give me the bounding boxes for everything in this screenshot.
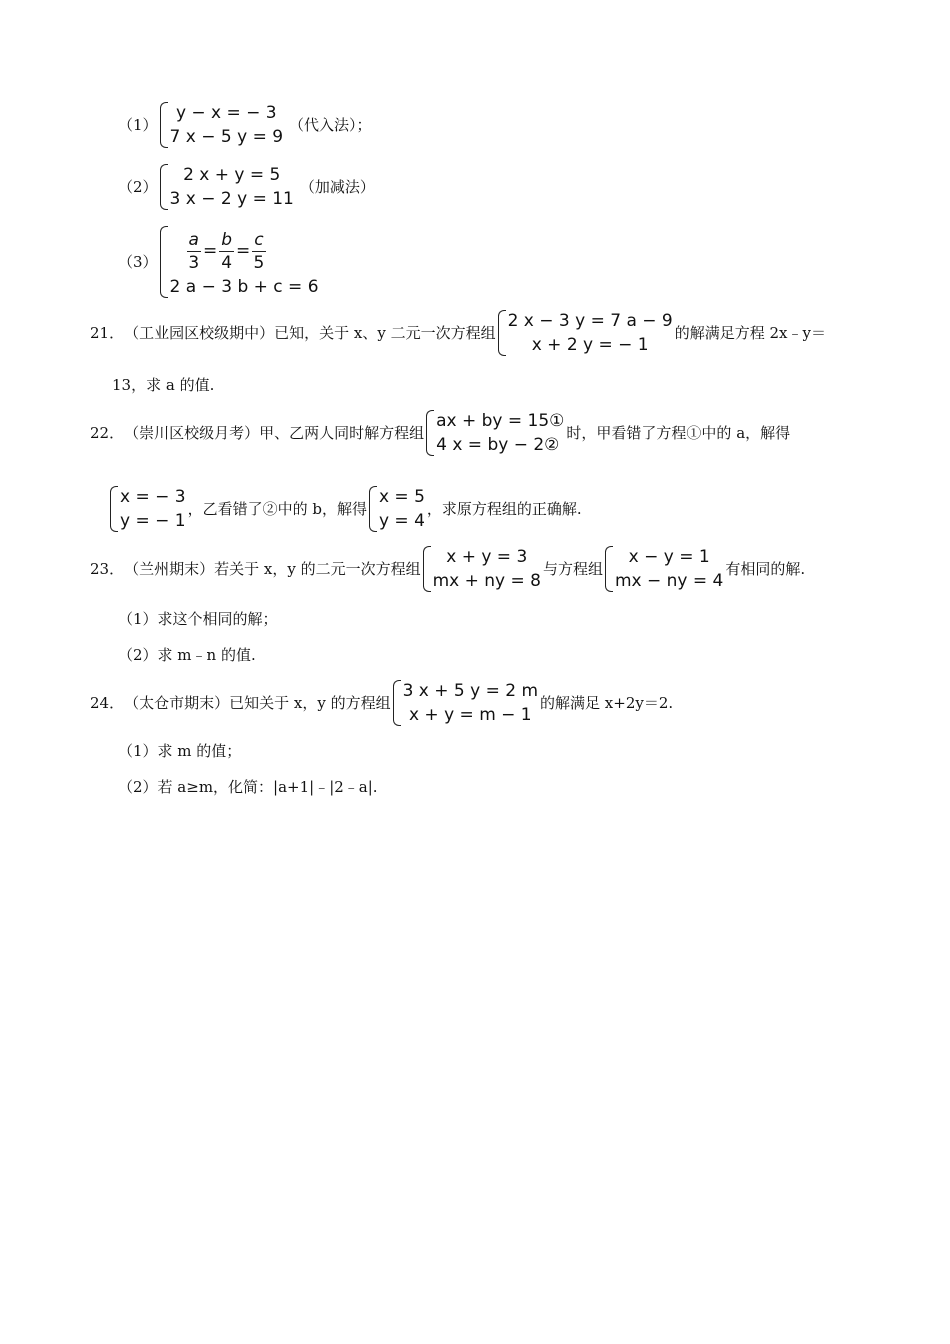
question-text: （崇川区校级月考）甲、乙两人同时解方程组 bbox=[124, 423, 425, 442]
equation: mx + ny = 8 bbox=[432, 571, 541, 591]
question-text: （太仓市期末）已知关于 x，y 的方程组 bbox=[124, 693, 391, 712]
fraction: $\frac{b}{4}$ bbox=[221, 229, 233, 273]
question-text: 的解满足 x+2y＝2. bbox=[540, 693, 674, 712]
question-text: （工业园区校级期中）已知，关于 x、y 二元一次方程组 bbox=[124, 323, 496, 342]
q23-sub1 bbox=[118, 612, 278, 627]
sub-question: （1）求这个相同的解； bbox=[118, 610, 278, 628]
q24-line1 bbox=[90, 680, 673, 726]
q21-line2 bbox=[112, 378, 214, 393]
equation-system bbox=[160, 226, 319, 298]
part-label: （1） bbox=[118, 115, 158, 134]
question-number: 21． bbox=[90, 323, 125, 342]
equation: 7 x − 5 y = 9 bbox=[169, 127, 284, 147]
left-brace bbox=[426, 410, 434, 456]
equation: mx − ny = 4 bbox=[614, 571, 724, 591]
equation: 2 x + y = 5 bbox=[183, 165, 281, 185]
equation: x = 5 bbox=[378, 487, 425, 507]
question-text: 有相同的解. bbox=[725, 559, 806, 578]
equation: 2 x − 3 y = 7 a − 9 bbox=[507, 311, 673, 331]
question-text: 与方程组 bbox=[542, 559, 603, 578]
left-brace bbox=[498, 310, 506, 356]
question-number: 23． bbox=[90, 559, 125, 578]
solution-system bbox=[110, 486, 186, 532]
part-label: （3） bbox=[118, 252, 158, 271]
equation: x = − 3 bbox=[120, 487, 186, 507]
left-brace bbox=[110, 486, 118, 532]
equation-system bbox=[423, 546, 541, 592]
q20-part2 bbox=[118, 164, 375, 210]
question-text: 13，求 a 的值. bbox=[112, 376, 215, 394]
sub-question: （2）求 m﹣n 的值. bbox=[118, 646, 256, 664]
solution-system bbox=[369, 486, 425, 532]
equation: x − y = 1 bbox=[628, 547, 710, 567]
equation: x + y = 3 bbox=[446, 547, 528, 567]
part-label: （2） bbox=[118, 177, 158, 196]
left-brace bbox=[369, 486, 377, 532]
q24-sub1 bbox=[118, 744, 241, 759]
equation: 2 a − 3 b + c = 6 bbox=[169, 277, 319, 297]
equation: ax + by = 15① bbox=[436, 411, 565, 431]
q24-sub2 bbox=[118, 780, 378, 795]
q20-part1 bbox=[118, 102, 372, 148]
sub-question: （2）若 a≥m，化简：|a+1|﹣|2﹣a|. bbox=[118, 778, 378, 796]
method-note: （加减法） bbox=[299, 177, 375, 196]
q22-line1 bbox=[90, 410, 790, 456]
left-brace bbox=[160, 226, 168, 298]
q20-part3 bbox=[118, 226, 321, 298]
left-brace bbox=[160, 164, 168, 210]
equation: x + y = m − 1 bbox=[408, 705, 532, 725]
equation: y = 4 bbox=[378, 511, 425, 531]
equation-system bbox=[160, 102, 283, 148]
left-brace bbox=[423, 546, 431, 592]
q23-sub2 bbox=[118, 648, 256, 663]
question-text: 的解满足方程 2x﹣y＝ bbox=[674, 323, 826, 342]
q21-line1 bbox=[90, 310, 826, 356]
left-brace bbox=[160, 102, 168, 148]
equation: 4 x = by − 2② bbox=[436, 435, 560, 455]
q22-line2 bbox=[108, 486, 582, 532]
method-note: （代入法）； bbox=[289, 115, 372, 134]
equation-system bbox=[605, 546, 723, 592]
equation-system bbox=[160, 164, 294, 210]
equation: 3 x − 2 y = 11 bbox=[169, 189, 294, 209]
q23-line1 bbox=[90, 546, 805, 592]
equation-system bbox=[426, 410, 564, 456]
fraction: $\frac{a}{3}$ bbox=[188, 229, 200, 273]
sub-question: （1）求 m 的值； bbox=[118, 742, 242, 760]
equation: x + 2 y = − 1 bbox=[531, 335, 649, 355]
fraction-equation: $\frac{a}{3}$ = $\frac{b}{4}$ = $\frac{c}{5}$ bbox=[188, 229, 265, 273]
left-brace bbox=[605, 546, 613, 592]
equation-system bbox=[498, 310, 673, 356]
equation: 3 x + 5 y = 2 m bbox=[402, 681, 539, 701]
left-brace bbox=[393, 680, 401, 726]
question-text: （兰州期末）若关于 x，y 的二元一次方程组 bbox=[124, 559, 421, 578]
question-text: ，乙看错了②中的 b，解得 bbox=[187, 499, 367, 518]
equation: y − x = − 3 bbox=[175, 103, 277, 123]
question-number: 24． bbox=[90, 693, 125, 712]
question-number: 22． bbox=[90, 423, 125, 442]
question-text: ，求原方程组的正确解. bbox=[426, 499, 582, 518]
fraction: $\frac{c}{5}$ bbox=[253, 229, 265, 273]
equation: y = − 1 bbox=[120, 511, 186, 531]
equation-system bbox=[393, 680, 538, 726]
question-text: 时，甲看错了方程①中的 a，解得 bbox=[566, 423, 791, 442]
